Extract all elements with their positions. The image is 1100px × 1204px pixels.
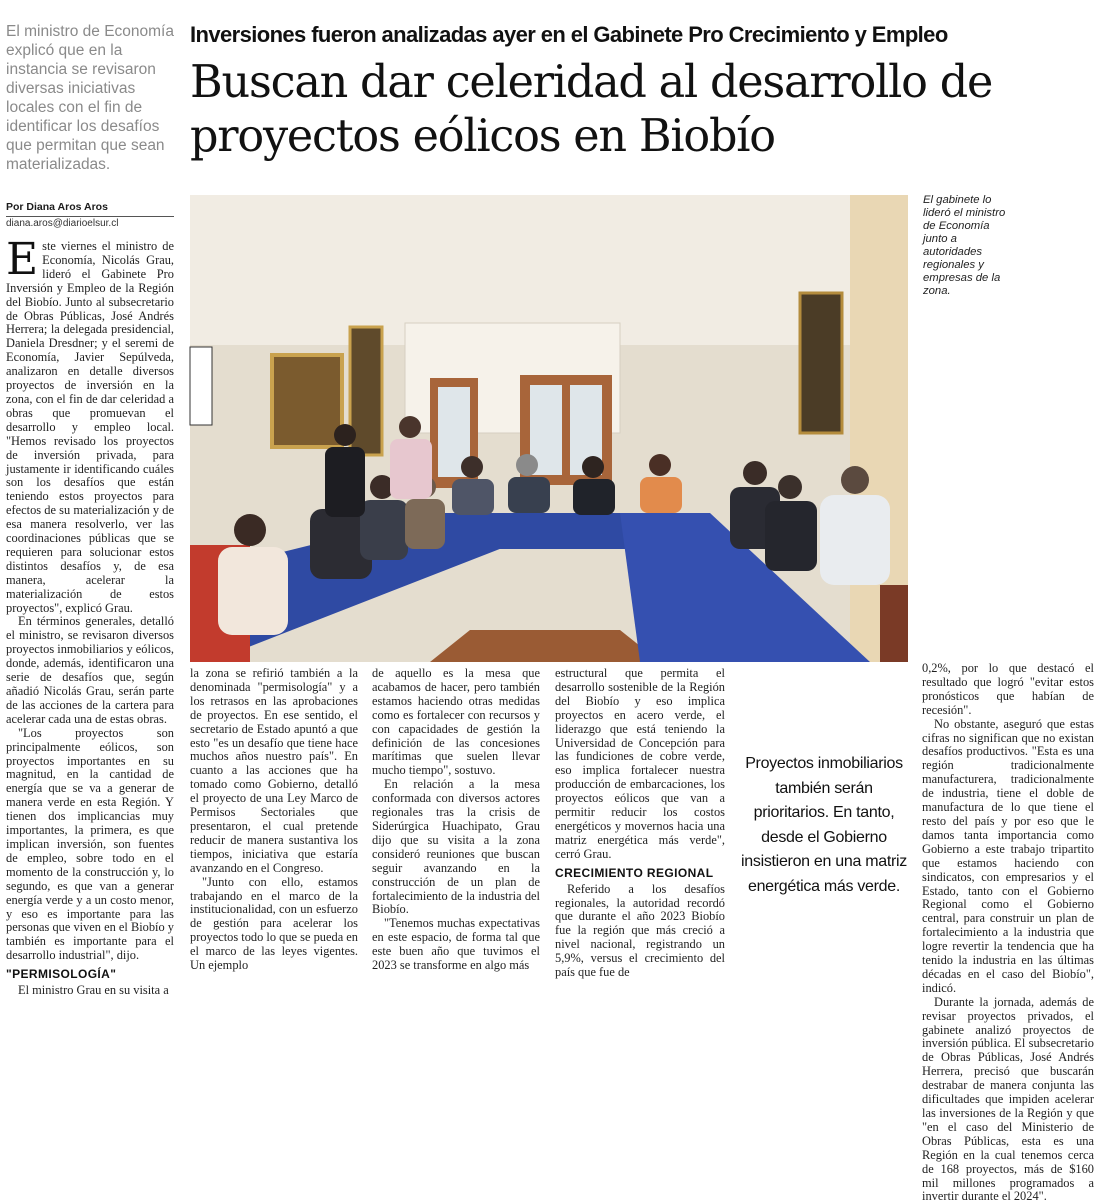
subhead-permisologia: "PERMISOLOGÍA" <box>6 967 117 982</box>
kicker: Inversiones fueron analizadas ayer en el Gabinete Pro Crecimiento y Empleo <box>190 22 948 47</box>
paragraph: "Junto con ello, estamos trabajando en el marco de la institucionalidad, con un esfuerzo de gestión para acelerar los proyectos todo lo que se pueda en el marco de las leyes vigentes. Un ejemplo <box>190 874 358 973</box>
lead-paragraph <box>6 234 174 615</box>
paragraph: El ministro Grau en su visita a <box>18 983 169 998</box>
paragraph: la zona se refirió también a la denominada "permisología" y a los retrasos en las aprobaciones de proyectos. En ese sentido, el secretario de Estado apuntó a que esto "es un desafío que tiene hace muchos años nuestro país". En cuanto a las acciones que ha tomado como Gobierno, detalló el proyecto de una Ley Marco de Permisos Sectoriales que presentaron, el cual pretende reducir de manera sustantiva los tiempos, iniciativa que estaría avanzando en el Congreso. <box>190 666 358 875</box>
drop-cap: E <box>6 234 39 285</box>
lead-text: ste viernes el ministro de Economía, Nicolás Grau, lideró el Gabinete Pro Inversión y Empleo de la Región del Biobío. Junto al subsecretario de Obras Públicas, José Andrés Herrera; la delegada presidencial, Daniela Dresdner; y el seremi de Economía, Javier Sepúlveda, analizaron en detalle diversos proyectos de inversión en la zona, con el fin de dar celeridad a obras que promuevan el desarrollo y empleo local. "Hemos revisado los proyectos de inversión privada, para justamente ir identificando cuáles son los desafíos que están teniendo estos proyectos para efectos de su materialización y de esa manera resolverlo, ver las coordinaciones públicas que se requieren para solucionar estos distintos desafíos y, de esa manera, acelerar la materialización de estos proyectos", explicó Grau. <box>6 239 174 615</box>
paragraph: de aquello es la mesa que acabamos de hacer, pero también estamos haciendo otras medidas como es fortalecer con recursos y con capacidades de gestión la definición de las concesiones marítimas que suelen llevar mucho tiempo", sostuvo. <box>372 666 540 778</box>
paragraph: estructural que permita el desarrollo sostenible de la Región del Biobío y eso implica proyectos en acero verde, el liderazgo que está teniendo la Universidad de Concepción para las fundiciones de cobre verde, eso implica fortalecer nuestra producción de embarcaciones, los proyectos eólicos que van a permitir reducir los costos energéticos y movernos hacia una matriz energética más verde", cerró Grau. <box>555 666 725 861</box>
paragraph: "Tenemos muchas expectativas en este espacio, de forma tal que este buen año que tuvimos el 2023 se transforme en algo más <box>372 916 540 973</box>
paragraph: "Los proyectos son principalmente eólicos, son proyectos importantes en su magnitud, en la cantidad de energía que se va a generar de manera verde en esta Región. Y tienen dos implicancias muy importantes, la primera, es que implican inversión, son fuentes de empleo, sobre todo en el momento de la construcción y, lo segundo, es que van a generar energía verde y a un costo menor, y eso es importante para las personas que viven en el Biobío y también es importante para el desarrollo industrial", dijo. <box>6 725 174 963</box>
paragraph: En relación a la mesa conformada con diversos actores regionales tras la crisis de Siderúrgica Huachipato, Grau dijo que su visita a la zona consideró reuniones que buscan seguir avanzando en la construcción de un plan de fortalecimiento de la industria del Biobío. <box>372 777 540 917</box>
headline: Buscan dar celeridad al desarrollo de proyectos eólicos en Biobío <box>190 57 993 162</box>
intro-summary: El ministro de Economía explicó que en la instancia se revisaron diversas iniciativas locales con el fin de identificar los desafíos que permitan que sean materializadas. <box>6 23 174 173</box>
paragraph: En términos generales, detalló el ministro, se revisaron diversos proyectos inmobiliarios y eólicos, donde, además, identificaron una serie de desafíos que, según añadió Nicolás Grau, serán parte de las acciones de la cartera para acelerar cada una de estas obras. <box>6 614 174 726</box>
byline: Por Diana Aros Aros <box>6 201 174 217</box>
article-column-5 <box>922 662 1094 1204</box>
meeting-photo-illustration <box>190 195 908 662</box>
article-column-1 <box>6 234 174 998</box>
meeting-photo <box>190 195 908 662</box>
author-email: diana.aros@diarioelsur.cl <box>6 218 119 229</box>
paragraph: Durante la jornada, además de revisar proyectos privados, el gabinete analizó proyectos de inversión pública. El subsecretario de Obras Públicas, José Andrés Herrera, precisó que buscarán destrabar de manera conjunta las dificultades que impiden acelerar las inversiones de la Región y que "en el caso del Ministerio de Obras Públicas, esta es una Región en la cual tenemos cerca de 168 proyectos, más de $160 mil millones programados a invertir durante el 2024". <box>922 994 1094 1204</box>
subhead-crecimiento-regional: CRECIMIENTO REGIONAL <box>555 865 714 880</box>
article-column-2 <box>190 667 358 973</box>
article-column-4 <box>555 667 725 980</box>
paragraph: Referido a los desafíos regionales, la autoridad recordó que durante el año 2023 Biobío fue la región que más creció a nivel nacional, registrando un 5,9%, versus el crecimiento del país que fue de <box>555 881 725 980</box>
paragraph: 0,2%, por lo que destacó el resultado que logró "evitar estos pronósticos que habían de recesión". <box>922 661 1094 717</box>
paragraph: No obstante, aseguró que estas cifras no significan que no existan desafíos productivos. "Esta es una región tradicionalmente manufacturera, tradicionalmente de industria, tiene el doble de manufactura de lo que tiene el resto del país y por eso que le damos tanta importancia como Gobierno a este trabajo tripartito que estamos haciendo con sindicatos, con empresarios y el Estado, tanto con el Gobierno Regional como el Gobierno central, para construir un plan de fortalecimiento a la industria que logre revertir la tendencia que ha tenido la industria en las últimas décadas en el caso del Biobío", indicó. <box>922 716 1094 995</box>
article-column-3 <box>372 667 540 973</box>
photo-caption: El gabinete lo lideró el ministro de Economía junto a autoridades regionales y empresas de la zona. <box>923 194 1006 297</box>
pull-quote: Proyectos inmobiliarios también serán prioritarios. En tanto, desde el Gobierno insistieron en una matriz energética más verde. <box>741 755 907 895</box>
